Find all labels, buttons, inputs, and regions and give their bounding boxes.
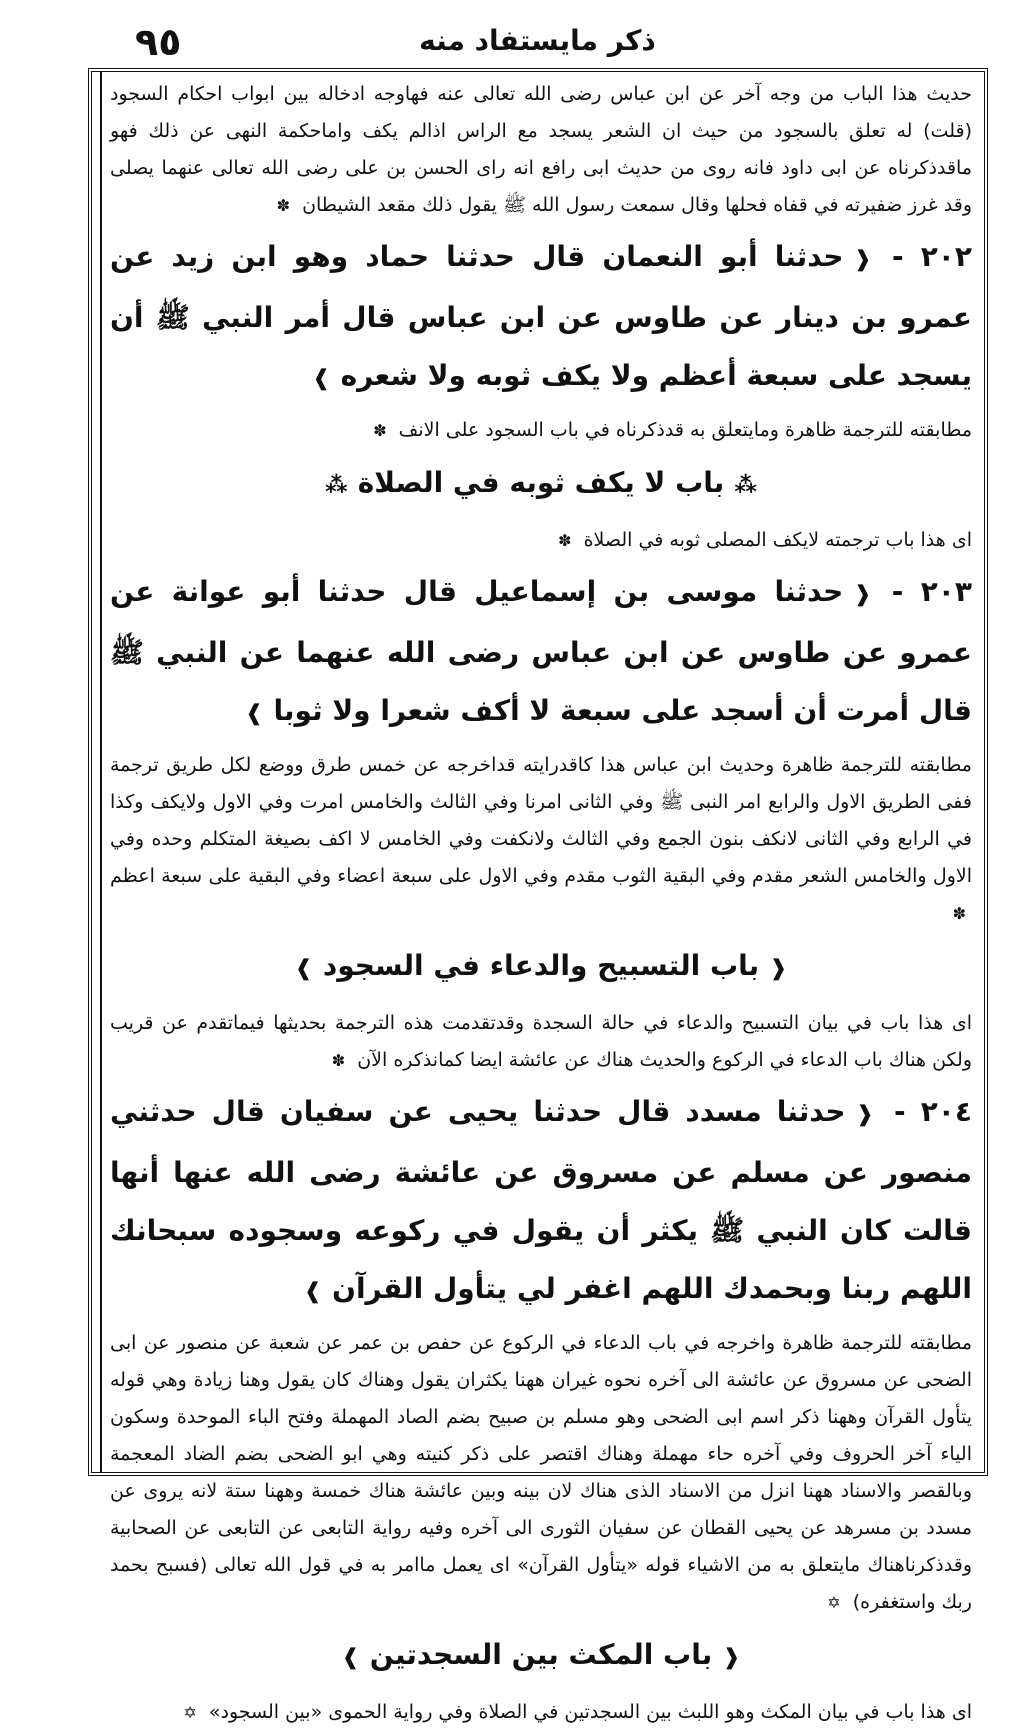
commentary-text: اى هذا باب في بيان التسبيح والدعاء في حالة السجدة وقدتقدمت هذه الترجمة بحديثها فيماتقدم عن قريب ولكن هناك باب الدعاء في الركوع والحديث هناك عن عائشة ايضا كمانذكره الآن [110, 1012, 972, 1071]
chapter-heading [110, 938, 972, 997]
ornament-right-icon: ❰ [722, 1645, 741, 1670]
commentary-paragraph [110, 76, 972, 224]
end-mark: ✡ [183, 1703, 197, 1722]
end-mark: ✡ [827, 1593, 841, 1612]
commentary-text: اى هذا باب في بيان المكث وهو اللبث بين السجدتين في الصلاة وفي رواية الحموى «بين السجود» [208, 1701, 972, 1723]
end-mark: ✽ [558, 531, 572, 550]
commentary-paragraph [110, 412, 972, 449]
bracket-close-icon: ❱ [245, 701, 264, 726]
end-mark: ✽ [952, 904, 966, 923]
chapter-heading [110, 455, 972, 514]
ornament-left-icon: ❱ [341, 1645, 360, 1670]
hadith-number: ٢٠٤ - [894, 1095, 972, 1128]
bracket-open-icon: ❰ [853, 582, 872, 607]
commentary-text: مطابقته للترجمة ظاهرة واخرجه في باب الدعاء في الركوع عن حفص بن عمر عن شعبة عن منصور عن ابى الضحى عن مسروق عن عائشة الى آخره نحوه غيران ههنا يكثران يقول وهناك كان يقول وهنا زيادة وهي قوله يتأول القرآن وههنا ذكر اسم ابى الضحى وهو مسلم بن صبيح بضم الصاد المهملة وفتح الباء الموحدة وسكون الياء آخر الحروف وفي آخره حاء مهملة وهناك اقتصر على ذكر كنيته وهي ابو الضحى بضم الضاد المعجمة وبالقصر والاسناد ههنا انزل من الاسناد الذى هناك لان بينه وبين عائشة هناك خمسة وههنا ستة لانه يروى عن مسدد بن مسرهد عن يحيى القطان عن سفيان الثورى الى آخره وفيه رواية التابعى عن التابعى عن الصحابية وقدذكرناهناك مايتعلق به من الاشياء قوله «يتأول القرآن» اى يعمل ماامر به في قول الله تعالى (فسبح بحمد ربك واستغفره) [110, 1332, 972, 1613]
hadith-text: حدثنا أبو النعمان قال حدثنا حماد وهو ابن زيد عن عمرو بن دينار عن طاوس عن ابن عباس قال أمر النبي ﷺ أن يسجد على سبعة أعظم ولا يكف ثوبه ولا شعره [110, 240, 972, 392]
ornament-right-icon: ❰ [769, 956, 788, 981]
hadith-204 [110, 1083, 972, 1321]
commentary-paragraph [110, 1694, 972, 1731]
commentary-paragraph [110, 522, 972, 559]
page-body [110, 76, 972, 1731]
hadith-text: حدثنا موسى بن إسماعيل قال حدثنا أبو عوانة عن عمرو عن طاوس عن ابن عباس رضى الله عنهما عن النبي ﷺ قال أمرت أن أسجد على سبعة لا أكف شعرا ولا ثوبا [110, 575, 972, 727]
chapter-title: باب المكث بين السجدتين [369, 1638, 713, 1671]
ornament-left-icon: ❱ [294, 956, 313, 981]
bracket-close-icon: ❱ [303, 1279, 323, 1304]
commentary-text: مطابقته للترجمة ظاهرة وحديث ابن عباس هذا كاقدرايته قداخرجه عن خمس طرق ووضع لكل طريق ترجمة ففى الطريق الاول والرابع امر النبى ﷺ وفي الثانى امرنا وفي الثالث والخامس امرت وفي الاول ولايكف وكذا في الرابع وفي الثانى لانكف بنون الجمع وفي الثالث ولانكفت وفي الخامس لا اكف بصيغة المتكلم وحده وفي الاول والخامس الشعر مقدم وفي البقية الثوب مقدم وفي الاول على سبعة اعضاء وفي البقية على سبعة اعظم [110, 754, 972, 887]
end-mark: ✽ [276, 196, 291, 215]
hadith-203 [110, 563, 972, 743]
margin-rule [100, 72, 102, 1472]
hadith-202 [110, 228, 972, 408]
bracket-open-icon: ❰ [855, 1102, 875, 1127]
bracket-close-icon: ❱ [312, 366, 331, 391]
commentary-paragraph [110, 1325, 972, 1621]
commentary-text: مطابقته للترجمة ظاهرة ومايتعلق به قدذكرناه في باب السجود على الانف [398, 419, 972, 441]
hadith-number: ٢٠٣ - [891, 575, 972, 608]
page-header [95, 20, 980, 70]
chapter-title: باب التسبيح والدعاء في السجود [322, 949, 760, 982]
chapter-title: باب لا يكف ثوبه في الصلاة [357, 466, 725, 499]
commentary-paragraph [110, 747, 972, 932]
chapter-heading [110, 1627, 972, 1686]
ornament-left-icon: ⁂ [325, 473, 348, 498]
end-mark: ✽ [331, 1051, 346, 1070]
hadith-text: حدثنا مسدد قال حدثنا يحيى عن سفيان قال حدثني منصور عن مسلم عن مسروق عن عائشة رضى الله عنها أنها قالت كان النبي ﷺ يكثر أن يقول في ركوعه وسجوده سبحانك اللهم ربنا وبحمدك اللهم اغفر لي يتأول القرآن [110, 1095, 972, 1305]
page-number: ٩٥ [135, 20, 182, 64]
ornament-right-icon: ⁂ [734, 473, 757, 498]
end-mark: ✽ [373, 421, 387, 440]
hadith-number: ٢٠٢ - [891, 240, 972, 273]
commentary-paragraph [110, 1005, 972, 1079]
commentary-text: حديث هذا الباب من وجه آخر عن ابن عباس رضى الله تعالى عنه فهاوجه ادخاله بين ابواب احكام السجود (قلت) له تعلق بالسجود من حيث ان الشعر يسجد مع الراس اذالم يكف واماحكمة النهى عن ذلك فهو ماقدذكرناه عن ابى داود فانه روى من حديث ابى رافع انه راى الحسن بن على رضى الله تعالى عنهما يصلى وقد غرز ضفيرته في قفاه فحلها وقال سمعت رسول الله ﷺ يقول ذلك مقعد الشيطان [110, 83, 972, 216]
running-title: ذکر مایستفاد منه [419, 24, 656, 57]
commentary-text: اى هذا باب ترجمته لايكف المصلى ثوبه في الصلاة [583, 529, 972, 551]
bracket-open-icon: ❰ [853, 247, 872, 272]
